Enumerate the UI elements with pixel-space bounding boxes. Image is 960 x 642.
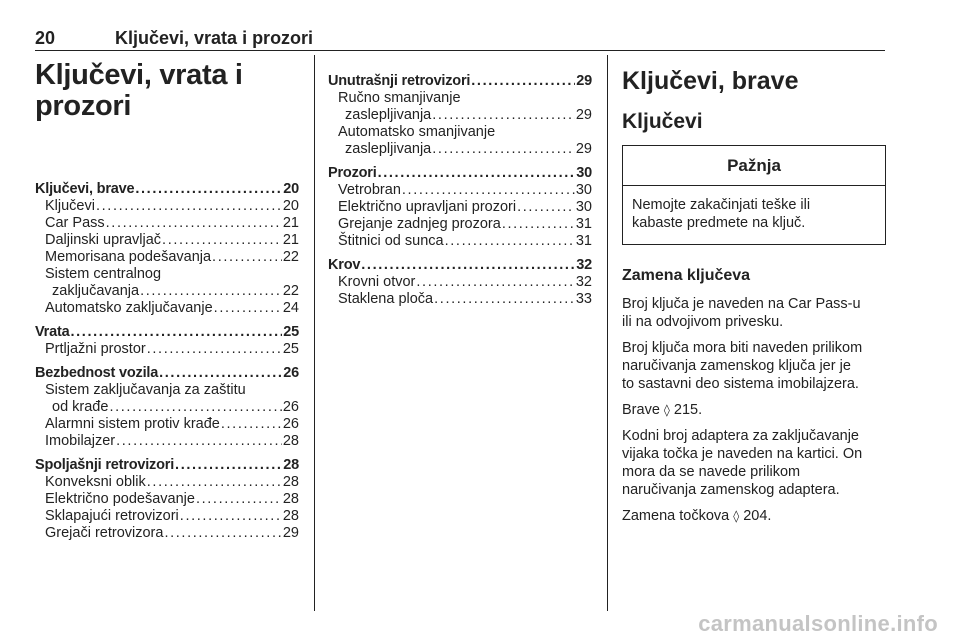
paragraph: Broj ključa je naveden na Car Pass-u ili na odvojivom privesku.: [622, 296, 861, 330]
toc-entry-label: Krovni otvor: [338, 274, 416, 290]
toc-entry-label: Unutrašnji retrovizori: [328, 73, 471, 89]
toc-page-number: 29: [576, 73, 592, 89]
toc-page-number: 29: [575, 141, 592, 157]
toc-entry-label: Automatsko zaključavanje: [45, 300, 213, 316]
toc-entry-label: zaslepljivanja: [345, 107, 432, 123]
toc-page-number: 22: [282, 249, 299, 265]
toc-entry-label: Prozori: [328, 165, 377, 181]
toc-entry[interactable]: [328, 274, 592, 291]
subsection-title: Ključevi: [622, 110, 703, 133]
toc-entry-label: Sistem zaključavanja za zaštitu: [45, 382, 246, 398]
toc-page-number: 28: [282, 508, 299, 524]
toc-page-number: 32: [575, 274, 592, 290]
toc-leader-dots: [159, 365, 282, 382]
toc-section-entry[interactable]: [35, 181, 299, 198]
toc-group: [328, 73, 592, 158]
toc-page-number: 32: [576, 257, 592, 273]
toc-page-number: 30: [576, 165, 592, 181]
toc-leader-dots: [116, 433, 282, 450]
toc-page-number: 20: [283, 181, 299, 197]
cross-reference-link[interactable]: 215.: [673, 402, 703, 418]
toc-page-number: 33: [575, 291, 592, 307]
toc-entry-label: Sistem centralnog: [45, 266, 162, 282]
toc-page-number: 26: [282, 399, 299, 415]
toc-entry-label: Imobilajzer: [45, 433, 116, 449]
toc-entry-label: Memorisana podešavanja: [45, 249, 212, 265]
toc-leader-dots: [212, 249, 282, 266]
toc-page-number: 28: [282, 491, 299, 507]
toc-entry[interactable]: [35, 198, 299, 215]
toc-entry-label: Automatsko smanjivanje: [338, 124, 496, 140]
toc-entry-label: Štitnici od sunca: [338, 233, 444, 249]
toc-section-entry[interactable]: [35, 457, 299, 474]
toc-group: [35, 181, 299, 317]
toc-group: [35, 457, 299, 542]
toc-page-number: 28: [283, 457, 299, 473]
toc-leader-dots: [147, 341, 282, 358]
toc-leader-dots: [147, 474, 282, 491]
toc-entry-label: Spoljašnji retrovizori: [35, 457, 175, 473]
toc-entry[interactable]: [328, 233, 592, 250]
toc-entry[interactable]: [328, 216, 592, 233]
replacement-heading: Zamena ključeva: [622, 267, 751, 284]
toc-leader-dots: [180, 508, 282, 525]
toc-entry-label: Električno upravljani prozori: [338, 199, 517, 215]
toc-entry[interactable]: [328, 291, 592, 308]
toc-page-number: 25: [282, 341, 299, 357]
cross-reference-link[interactable]: 204.: [743, 508, 772, 524]
toc-page-number: 24: [282, 300, 299, 316]
toc-leader-dots: [175, 457, 282, 474]
toc-page-number: 31: [575, 233, 592, 249]
toc-entry-label: Grejanje zadnjeg prozora: [338, 216, 501, 232]
toc-entry-label: zaključavanja: [52, 283, 140, 299]
toc-leader-dots: [96, 198, 282, 215]
toc-entry[interactable]: [35, 341, 299, 358]
toc-entry[interactable]: [35, 491, 299, 508]
toc-leader-dots: [502, 216, 575, 233]
paragraph: Kodni broj adaptera za zaključavanje vijaka točka je naveden na kartici. On mora da se navede prilikom naručivanja zamenskog adaptera.: [622, 428, 863, 498]
toc-entry-label: Krov: [328, 257, 361, 273]
toc-list: [328, 73, 592, 308]
toc-leader-dots: [434, 291, 575, 308]
toc-leader-dots: [402, 182, 575, 199]
header-rule: [35, 50, 885, 51]
toc-entry-label: Prtljažni prostor: [45, 341, 146, 357]
toc-leader-dots: [140, 283, 282, 300]
toc-entry[interactable]: [35, 399, 299, 416]
toc-leader-dots: [416, 274, 574, 291]
toc-entry[interactable]: [35, 525, 299, 542]
toc-page-number: 28: [282, 433, 299, 449]
running-title: Ključevi, vrata i prozori: [115, 28, 314, 48]
toc-page-number: 20: [282, 198, 299, 214]
toc-leader-dots: [70, 324, 282, 341]
toc-entry[interactable]: [35, 433, 299, 450]
toc-leader-dots: [432, 107, 575, 124]
toc-page-number: 29: [575, 107, 592, 123]
toc-entry-label: Staklena ploča: [338, 291, 434, 307]
toc-column-2: [328, 73, 592, 315]
toc-entry-label: Daljinski upravljač: [45, 232, 162, 248]
toc-entry[interactable]: [328, 199, 592, 216]
toc-entry-label: Električno podešavanje: [45, 491, 195, 507]
toc-entry-label: zaslepljivanja: [345, 141, 432, 157]
toc-leader-dots: [214, 300, 282, 317]
paragraph-xref: Brave ◊ 215.: [622, 402, 703, 418]
chapter-title: Ključevi, vrata i prozori: [35, 59, 243, 122]
column-divider: [607, 55, 608, 611]
toc-leader-dots: [517, 199, 575, 216]
toc-section-entry[interactable]: [328, 257, 592, 274]
section-title: Ključevi, brave: [622, 67, 799, 95]
toc-leader-dots: [378, 165, 576, 182]
toc-group: [35, 324, 299, 358]
toc-entry-label: Vrata: [35, 324, 70, 340]
column-divider: [314, 55, 315, 611]
toc-page-number: 26: [282, 416, 299, 432]
toc-page-number: 26: [283, 365, 299, 381]
toc-entry-label: Car Pass: [45, 215, 105, 231]
toc-list: [35, 181, 299, 542]
toc-section-entry[interactable]: [328, 165, 592, 182]
toc-group: [35, 365, 299, 450]
toc-entry-label: Ručno smanjivanje: [338, 90, 461, 106]
toc-section-entry[interactable]: [328, 73, 592, 90]
toc-leader-dots: [196, 491, 282, 508]
toc-page-number: 21: [282, 232, 299, 248]
cross-reference-icon: ◊: [663, 403, 670, 417]
toc-entry[interactable]: [328, 107, 592, 124]
toc-leader-dots: [109, 399, 281, 416]
toc-page-number: 30: [575, 182, 592, 198]
toc-entry-label: Sklapajući retrovizori: [45, 508, 179, 524]
toc-section-entry[interactable]: [35, 365, 299, 382]
toc-entry-label: od krađe: [52, 399, 109, 415]
toc-entry[interactable]: [35, 249, 299, 266]
toc-page-number: 21: [282, 215, 299, 231]
toc-entry-label: Ključevi, brave: [35, 181, 135, 197]
toc-group: [328, 165, 592, 250]
toc-entry-label: Vetrobran: [338, 182, 401, 198]
toc-entry-label: Konveksni oblik: [45, 474, 146, 490]
toc-entry[interactable]: [35, 283, 299, 300]
toc-leader-dots: [221, 416, 282, 433]
notice-text: Nemojte zakačinjati teške ili kabaste predmete na ključ.: [632, 197, 811, 231]
toc-column-1: [35, 60, 299, 549]
toc-entry[interactable]: [35, 474, 299, 491]
paragraph: Broj ključa mora biti naveden prilikom naručivanja zamenskog ključa jer je to sastavni deo sistema imobilajzera.: [622, 340, 863, 392]
toc-entry[interactable]: [35, 416, 299, 433]
toc-leader-dots: [162, 232, 282, 249]
toc-entry-label: Ključevi: [45, 198, 95, 214]
section-column: [622, 66, 886, 533]
watermark: carmanualsonline.info: [698, 611, 938, 636]
toc-page-number: 28: [282, 474, 299, 490]
toc-entry[interactable]: [35, 300, 299, 317]
toc-leader-dots: [432, 141, 575, 158]
toc-page-number: 22: [282, 283, 299, 299]
toc-leader-dots: [361, 257, 575, 274]
toc-entry[interactable]: [35, 508, 299, 525]
toc-entry-label: Grejači retrovizora: [45, 525, 164, 541]
toc-section-entry[interactable]: [35, 324, 299, 341]
toc-page-number: 31: [575, 216, 592, 232]
page-header: [35, 28, 885, 50]
notice-box: [622, 145, 886, 245]
toc-entry[interactable]: [35, 232, 299, 249]
toc-group: [328, 257, 592, 308]
toc-leader-dots: [106, 215, 282, 232]
notice-heading: Pažnja: [623, 146, 885, 186]
toc-entry[interactable]: [35, 215, 299, 232]
toc-page-number: 25: [283, 324, 299, 340]
toc-leader-dots: [445, 233, 575, 250]
toc-leader-dots: [164, 525, 281, 542]
paragraph-xref: Zamena točkova ◊ 204.: [622, 508, 772, 524]
toc-leader-dots: [471, 73, 575, 90]
page-number: 20: [35, 28, 56, 48]
toc-page-number: 30: [575, 199, 592, 215]
toc-entry-label: Bezbednost vozila: [35, 365, 159, 381]
toc-entry-label: Alarmni sistem protiv krađe: [45, 416, 220, 432]
toc-leader-dots: [135, 181, 282, 198]
toc-entry[interactable]: [328, 141, 592, 158]
toc-page-number: 29: [282, 525, 299, 541]
toc-entry[interactable]: [328, 182, 592, 199]
cross-reference-icon: ◊: [733, 509, 740, 523]
